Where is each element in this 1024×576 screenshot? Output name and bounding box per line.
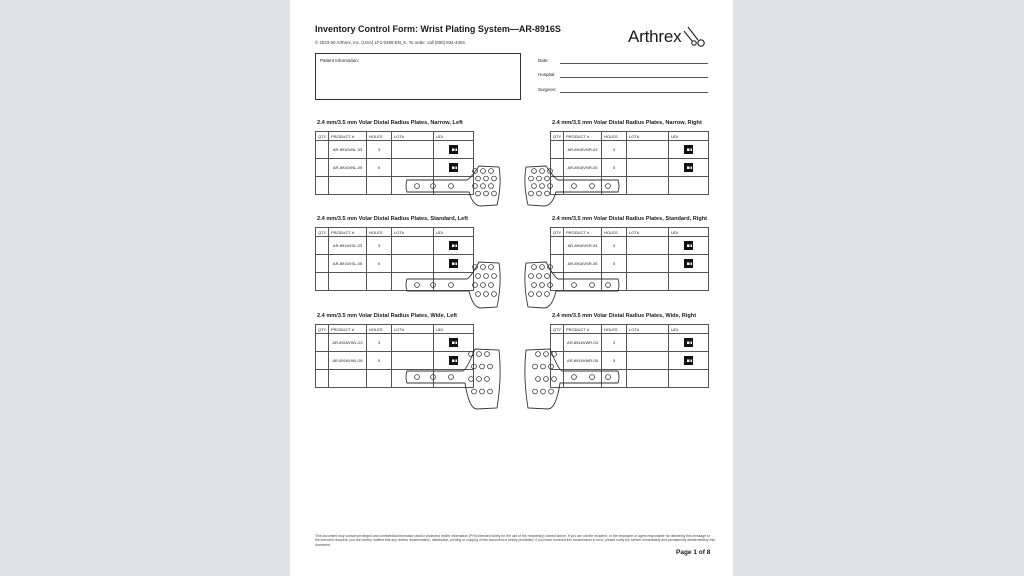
product-number: AR-8916VSL-03 [329, 237, 367, 255]
plate-illustration-standard-left [403, 260, 503, 310]
table-header-row [551, 325, 709, 334]
column-header-udi: UDI [434, 132, 474, 141]
lot-cell[interactable] [627, 159, 669, 177]
date-field[interactable] [560, 63, 708, 64]
column-header-qty: QTY [316, 132, 329, 141]
holes-count: 3 [602, 141, 627, 159]
column-header-lot: LOT# [392, 228, 434, 237]
udi-cell[interactable] [669, 370, 709, 388]
column-header-udi: UDI [434, 228, 474, 237]
section-title: 2.4 mm/3.5 mm Volar Distal Radius Plates, Wide, Left [317, 313, 458, 319]
lot-cell[interactable] [627, 237, 669, 255]
product-number: AR-8916VSR-05 [564, 255, 602, 273]
column-header-qty: QTY [551, 228, 564, 237]
holes-cell[interactable] [367, 273, 392, 291]
column-header-holes: HOLES [602, 228, 627, 237]
holes-count: 5 [602, 255, 627, 273]
product-number: AR-8916VNR-03 [564, 141, 602, 159]
holes-count: 3 [367, 141, 392, 159]
udi-barcode-icon [449, 338, 458, 347]
plate-illustration-narrow-left [403, 164, 503, 208]
patient-information-box[interactable] [315, 53, 521, 100]
holes-count: 3 [602, 237, 627, 255]
holes-count: 5 [367, 255, 392, 273]
arthrex-logo: Arthrex [628, 27, 682, 46]
column-header-product: PRODUCT # [329, 132, 367, 141]
column-header-qty: QTY [316, 325, 329, 334]
udi-cell [669, 141, 709, 159]
table-header-row [316, 325, 474, 334]
column-header-holes: HOLES [367, 228, 392, 237]
section-title: 2.4 mm/3.5 mm Volar Distal Radius Plates, Wide, Right [552, 313, 697, 319]
holes-count: 5 [367, 352, 392, 370]
column-header-udi: UDI [669, 228, 709, 237]
surgeon-field[interactable] [560, 92, 708, 93]
product-number: AR-8916VSL-05 [329, 255, 367, 273]
lot-cell[interactable] [627, 370, 669, 388]
product-number: AR-8916VWL-05 [329, 352, 367, 370]
udi-barcode-icon [449, 145, 458, 154]
udi-barcode-icon [684, 241, 693, 250]
column-header-udi: UDI [669, 325, 709, 334]
holes-cell[interactable] [367, 370, 392, 388]
lot-cell[interactable] [627, 273, 669, 291]
udi-cell [669, 255, 709, 273]
qty-cell[interactable] [551, 141, 564, 159]
holes-count: 5 [602, 352, 627, 370]
udi-cell [434, 237, 474, 255]
column-header-udi: UDI [669, 132, 709, 141]
table-header-row [316, 228, 474, 237]
table-row [551, 237, 709, 255]
udi-cell [669, 237, 709, 255]
holes-count: 3 [602, 334, 627, 352]
lot-cell[interactable] [627, 177, 669, 195]
udi-barcode-icon [684, 356, 693, 365]
section-title: 2.4 mm/3.5 mm Volar Distal Radius Plates, Narrow, Left [317, 120, 463, 126]
column-header-lot: LOT# [627, 132, 669, 141]
udi-cell [669, 334, 709, 352]
plate-illustration-wide-left [403, 347, 503, 411]
product-cell[interactable] [329, 177, 367, 195]
plate-illustration-narrow-right [522, 164, 622, 208]
column-header-udi: UDI [434, 325, 474, 334]
column-header-holes: HOLES [367, 132, 392, 141]
qty-cell[interactable] [551, 237, 564, 255]
product-number: AR-8916VWR-05 [564, 352, 602, 370]
column-header-holes: HOLES [602, 325, 627, 334]
lot-cell[interactable] [392, 141, 434, 159]
section-title: 2.4 mm/3.5 mm Volar Distal Radius Plates, Standard, Left [317, 216, 468, 222]
table-row [551, 141, 709, 159]
lot-cell[interactable] [627, 255, 669, 273]
page-title: Inventory Control Form: Wrist Plating System—AR-8916S [315, 24, 561, 34]
udi-barcode-icon [684, 145, 693, 154]
udi-cell [434, 141, 474, 159]
column-header-lot: LOT# [392, 132, 434, 141]
lot-cell[interactable] [392, 237, 434, 255]
product-number: AR-8916VWL-03 [329, 334, 367, 352]
hospital-field[interactable] [560, 77, 708, 78]
product-number: AR-8916VSR-03 [564, 237, 602, 255]
udi-cell[interactable] [669, 177, 709, 195]
product-number: AR-8916VWR-03 [564, 334, 602, 352]
qty-cell[interactable] [316, 159, 329, 177]
holes-count: 3 [367, 334, 392, 352]
table-row [316, 141, 474, 159]
udi-cell[interactable] [669, 273, 709, 291]
column-header-qty: QTY [551, 325, 564, 334]
column-header-product: PRODUCT # [564, 132, 602, 141]
product-cell[interactable] [329, 370, 367, 388]
section-title: 2.4 mm/3.5 mm Volar Distal Radius Plates, Narrow, Right [552, 120, 702, 126]
udi-barcode-icon [684, 259, 693, 268]
column-header-product: PRODUCT # [564, 325, 602, 334]
copyright-line: © 2023-06 Arthrex, Inc. (USA) LF1-0496-EN_K. To order, call (800) 934-4404. [315, 40, 467, 45]
form-page [290, 0, 733, 576]
qty-cell[interactable] [316, 352, 329, 370]
column-header-lot: LOT# [392, 325, 434, 334]
lot-cell[interactable] [627, 141, 669, 159]
product-number: AR-8916VNL-05 [329, 159, 367, 177]
udi-barcode-icon [449, 241, 458, 250]
udi-cell [669, 352, 709, 370]
qty-cell[interactable] [316, 177, 329, 195]
patient-information-label: Patient Information: [320, 58, 360, 63]
table-header-row [551, 132, 709, 141]
table-row [316, 237, 474, 255]
qty-cell[interactable] [316, 141, 329, 159]
section-title: 2.4 mm/3.5 mm Volar Distal Radius Plates, Standard, Right [552, 216, 708, 222]
page-number: Page 1 of 8 [676, 549, 711, 556]
qty-cell[interactable] [316, 334, 329, 352]
column-header-holes: HOLES [367, 325, 392, 334]
holes-cell[interactable] [367, 177, 392, 195]
date-label: Date: [538, 58, 549, 63]
confidentiality-disclaimer: This document may contain privileged and confidential information and/or protected health information (PHI) intended solely for the use of the recipient(s) named above. If you are not the recipient, or the employee or agent responsible for delivering this message to the intended recipient, you are hereby notified that any review, dissemination, distribution, printing or copying of this document is strictly prohibited. If you have received this transmission in error, please notify the sender immediately and permanently delete/destroy this document. [315, 534, 715, 547]
column-header-product: PRODUCT # [564, 228, 602, 237]
udi-barcode-icon [684, 338, 693, 347]
lot-cell[interactable] [627, 334, 669, 352]
column-header-qty: QTY [551, 132, 564, 141]
product-number: AR-8916VNR-05 [564, 159, 602, 177]
column-header-holes: HOLES [602, 132, 627, 141]
qty-cell[interactable] [316, 370, 329, 388]
qty-cell[interactable] [316, 237, 329, 255]
surgeon-label: Surgeon: [538, 87, 557, 92]
plate-illustration-standard-right [522, 260, 622, 310]
udi-cell [669, 159, 709, 177]
table-header-row [316, 132, 474, 141]
column-header-product: PRODUCT # [329, 325, 367, 334]
udi-barcode-icon [684, 163, 693, 172]
column-header-product: PRODUCT # [329, 228, 367, 237]
holes-count: 5 [602, 159, 627, 177]
plate-illustration-wide-right [522, 347, 622, 411]
hospital-label: Hospital: [538, 72, 556, 77]
column-header-qty: QTY [316, 228, 329, 237]
product-number: AR-8916VNL-03 [329, 141, 367, 159]
table-header-row [551, 228, 709, 237]
qty-cell[interactable] [316, 273, 329, 291]
product-cell[interactable] [329, 273, 367, 291]
qty-cell[interactable] [316, 255, 329, 273]
holes-count: 5 [367, 159, 392, 177]
logo-scissors-icon [680, 23, 708, 49]
column-header-lot: LOT# [627, 325, 669, 334]
column-header-lot: LOT# [627, 228, 669, 237]
holes-count: 3 [367, 237, 392, 255]
lot-cell[interactable] [627, 352, 669, 370]
